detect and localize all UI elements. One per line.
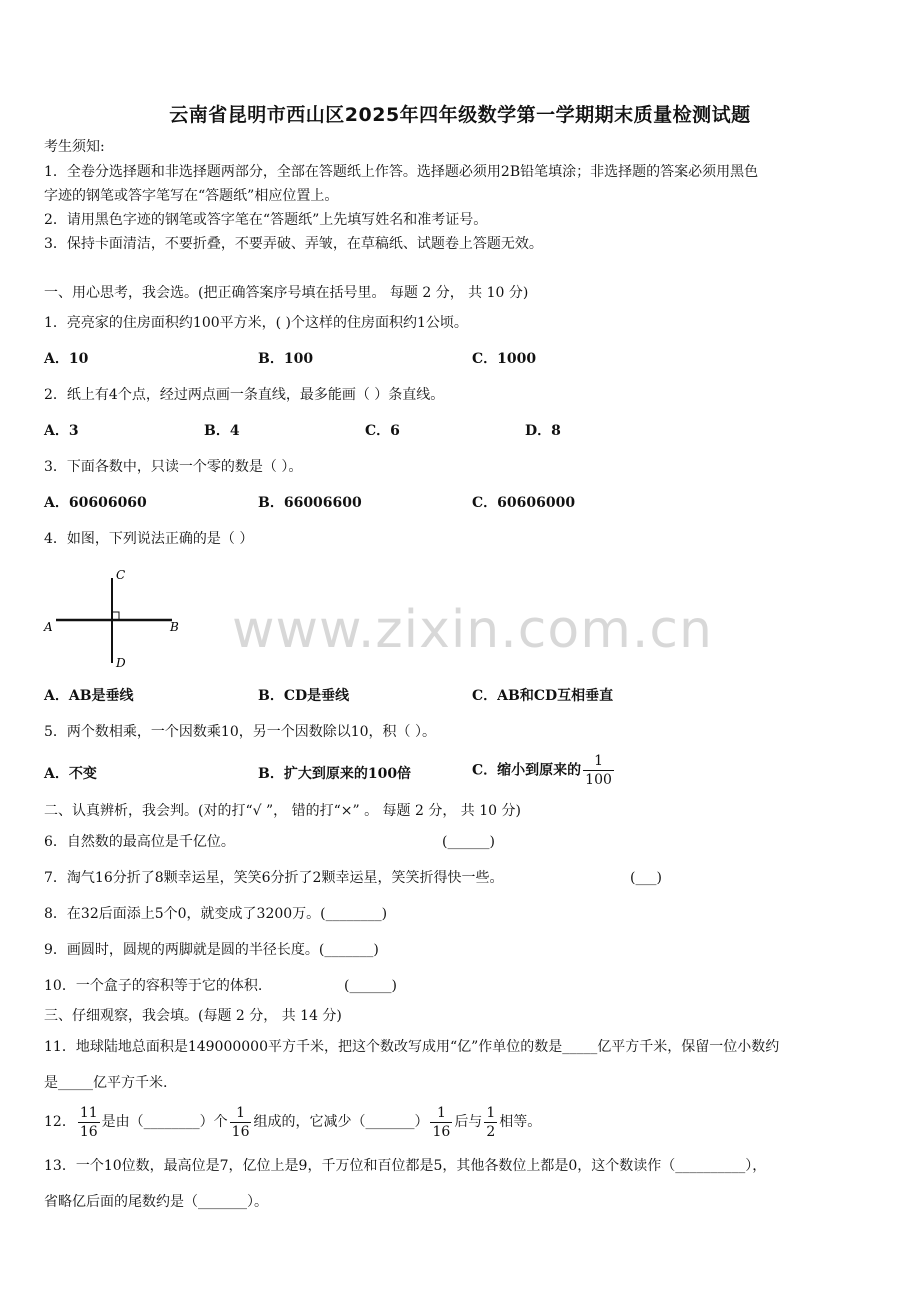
question-11-continued: 是_____亿平方千米. bbox=[44, 1075, 168, 1091]
option-a: A．60606060 bbox=[44, 495, 147, 511]
option-b: B．100 bbox=[258, 351, 314, 367]
option-d: D．8 bbox=[525, 423, 561, 439]
label-b: B bbox=[170, 620, 179, 634]
option-c: C．60606000 bbox=[472, 495, 576, 511]
fraction-denominator: 2 bbox=[486, 1123, 496, 1140]
fraction-numerator: 1 bbox=[486, 1104, 496, 1121]
question-7: 7．淘气16分折了8颗幸运星，笑笑6分折了2颗幸运星，笑笑折得快一些。 bbox=[44, 870, 504, 886]
fraction-numerator: 1 bbox=[583, 752, 614, 771]
section-heading-3: 三、仔细观察，我会填。(每题 2 分， 共 14 分) bbox=[44, 1008, 342, 1024]
question-12-text: 后与 bbox=[454, 1114, 483, 1130]
question-12-text: 相等。 bbox=[499, 1114, 542, 1130]
option-c: C．AB和CD互相垂直 bbox=[472, 688, 614, 704]
question-9: 9．画圆时，圆规的两脚就是圆的半径长度。(_______) bbox=[44, 942, 379, 958]
question-4: 4．如图，下列说法正确的是（ ） bbox=[44, 531, 254, 547]
option-c: C．1000 bbox=[472, 351, 537, 367]
option-a: A．10 bbox=[44, 351, 89, 367]
question-13: 13．一个10位数，最高位是7，亿位上是9，千万位和百位都是5，其他各数位上都是0，这个数读作（__________）， bbox=[44, 1158, 767, 1174]
fraction-denominator: 16 bbox=[79, 1123, 98, 1140]
question-12-text: 组成的，它减少（_______） bbox=[253, 1114, 429, 1130]
question-5: 5．两个数相乘，一个因数乘10，另一个因数除以10，积（ ）。 bbox=[44, 724, 436, 740]
fraction-denominator: 16 bbox=[231, 1123, 250, 1140]
answer-bracket: (______) bbox=[344, 978, 397, 994]
notice-item: 字迹的钢笔或答字笔写在“答题纸”相应位置上。 bbox=[44, 188, 339, 204]
question-12-number: 12． bbox=[44, 1114, 76, 1130]
question-6: 6．自然数的最高位是千亿位。 bbox=[44, 834, 235, 850]
question-11: 11．地球陆地总面积是149000000平方千米，把这个数改写成用“亿”作单位的数是_____亿平方千米，保留一位小数约 bbox=[44, 1039, 780, 1055]
option-c-text: C．缩小到原来的 bbox=[472, 762, 582, 779]
answer-bracket: (______) bbox=[442, 834, 495, 850]
fraction-denominator: 100 bbox=[585, 772, 612, 788]
fraction-numerator: 1 bbox=[230, 1104, 252, 1123]
fraction-denominator: 16 bbox=[432, 1123, 451, 1140]
notice-item: 2．请用黑色字迹的钢笔或答字笔在“答题纸”上先填写姓名和准考证号。 bbox=[44, 212, 488, 228]
section-heading-2: 二、认真辨析，我会判。(对的打“√ ”， 错的打“×” 。 每题 2 分， 共 10 分) bbox=[44, 803, 521, 819]
fraction bbox=[484, 1104, 497, 1141]
question-10: 10．一个盒子的容积等于它的体积. bbox=[44, 978, 263, 994]
question-12 bbox=[44, 1102, 541, 1142]
label-c: C bbox=[116, 568, 126, 582]
label-d: D bbox=[116, 656, 126, 670]
section-heading-1: 一、用心思考，我会选。(把正确答案序号填在括号里。 每题 2 分， 共 10 分) bbox=[44, 285, 529, 301]
question-2: 2．纸上有4个点，经过两点画一条直线，最多能画（ ）条直线。 bbox=[44, 387, 445, 403]
option-a: A．AB是垂线 bbox=[44, 688, 134, 704]
option-a: A．3 bbox=[44, 423, 79, 439]
fraction bbox=[78, 1104, 100, 1141]
watermark: www.zixin.com.cn bbox=[232, 600, 713, 660]
question-1: 1．亮亮家的住房面积约100平方米，( )个这样的住房面积约1公顷。 bbox=[44, 315, 468, 331]
perpendicular-lines-figure bbox=[40, 565, 190, 675]
fraction bbox=[583, 752, 614, 789]
question-8: 8．在32后面添上5个0，就变成了3200万。(________) bbox=[44, 906, 388, 922]
answer-bracket: (___) bbox=[630, 870, 662, 886]
notice-item: 1．全卷分选择题和非选择题两部分，全部在答题纸上作答。选择题必须用2B铅笔填涂；非选择题的答案必须用黑色 bbox=[44, 164, 759, 180]
option-b: B．扩大到原来的100倍 bbox=[258, 766, 412, 782]
fraction bbox=[230, 1104, 252, 1141]
fraction-numerator: 11 bbox=[79, 1104, 98, 1121]
notice-heading: 考生须知: bbox=[44, 139, 105, 155]
page-title: 云南省昆明市西山区2025年四年级数学第一学期期末质量检测试题 bbox=[169, 104, 751, 126]
option-b: B．66006600 bbox=[258, 495, 362, 511]
option-c: C．6 bbox=[365, 423, 400, 439]
option-a: A．不变 bbox=[44, 766, 97, 782]
option-c bbox=[472, 752, 616, 789]
question-3: 3．下面各数中，只读一个零的数是（ ）。 bbox=[44, 459, 303, 475]
option-b: B．CD是垂线 bbox=[258, 688, 350, 704]
fraction-numerator: 1 bbox=[430, 1104, 452, 1123]
question-13-continued: 省略亿后面的尾数约是（_______）。 bbox=[44, 1194, 268, 1210]
option-b: B．4 bbox=[204, 423, 240, 439]
notice-item: 3．保持卡面清洁，不要折叠，不要弄破、弄皱，在草稿纸、试题卷上答题无效。 bbox=[44, 236, 543, 252]
fraction bbox=[430, 1104, 452, 1141]
question-12-text: 是由（________）个 bbox=[101, 1114, 228, 1130]
label-a: A bbox=[44, 620, 53, 634]
